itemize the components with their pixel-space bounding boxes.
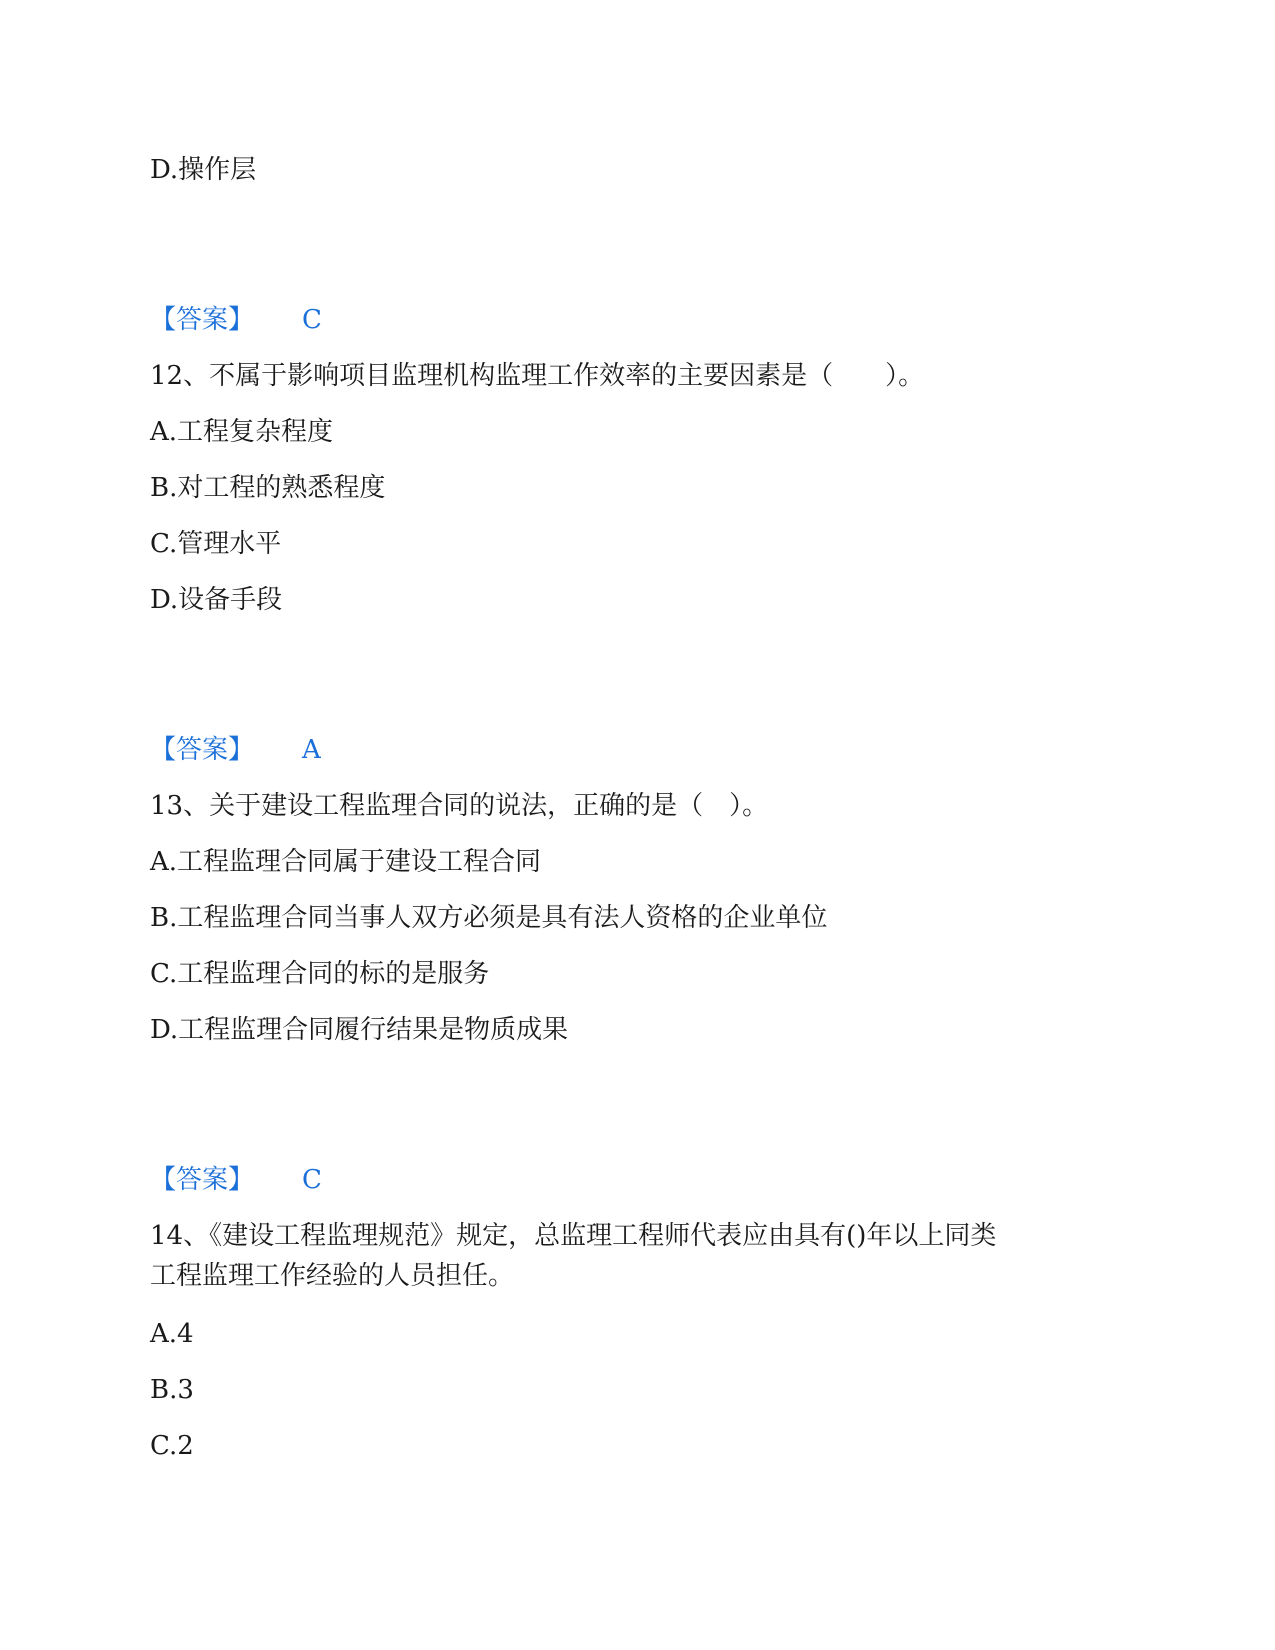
answer-label: 【答案】 [150, 1165, 255, 1195]
q13-option-b: B.工程监理合同当事人双方必须是具有法人资格的企业单位 [150, 903, 828, 933]
q12-option-a: A.工程复杂程度 [150, 417, 334, 447]
q13-stem: 13、关于建设工程监理合同的说法，正确的是（ ）。 [150, 791, 769, 821]
q12-answer [150, 730, 321, 770]
q14-option-a: A.4 [150, 1319, 194, 1349]
q12-stem: 12、不属于影响项目监理机构监理工作效率的主要因素是（ ）。 [150, 361, 925, 391]
answer-label: 【答案】 [150, 305, 255, 335]
q14-stem-line2: 工程监理工作经验的人员担任。 [150, 1261, 515, 1291]
q14-stem-line1: 14、《建设工程监理规范》规定，总监理工程师代表应由具有()年以上同类 [150, 1221, 997, 1251]
answer-label: 【答案】 [150, 735, 255, 765]
q13-option-c: C.工程监理合同的标的是服务 [150, 959, 490, 989]
answer-value: C [302, 305, 322, 335]
prev-answer [150, 300, 322, 340]
q13-option-a: A.工程监理合同属于建设工程合同 [150, 847, 542, 877]
q14-option-b: B.3 [150, 1375, 194, 1405]
q14-option-c: C.2 [150, 1431, 194, 1461]
q12-option-b: B.对工程的熟悉程度 [150, 473, 386, 503]
q12-option-d: D.设备手段 [150, 585, 283, 615]
q13-option-d: D.工程监理合同履行结果是物质成果 [150, 1015, 569, 1045]
answer-value: C [302, 1165, 322, 1195]
prev-option-d: D.操作层 [150, 155, 257, 185]
answer-value: A [302, 735, 321, 765]
q12-option-c: C.管理水平 [150, 529, 282, 559]
q13-answer [150, 1160, 322, 1200]
